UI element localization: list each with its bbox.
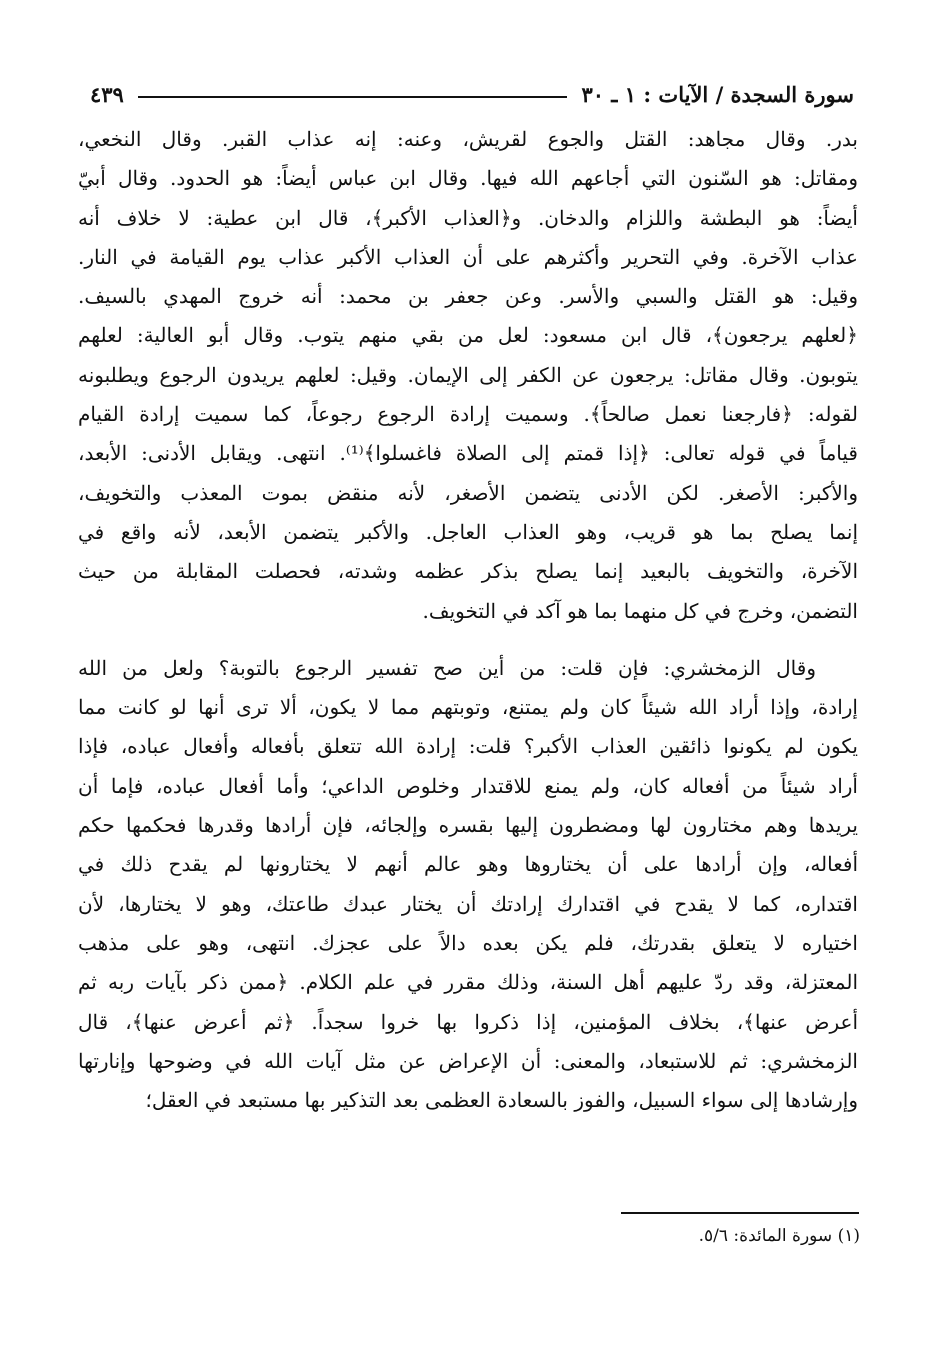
page-number: ٤٣٩	[90, 81, 124, 107]
text-line: المعتزلة، وقد ردّ عليهم أهل السنة، وذلك مقرر في علم الكلام. ﴿ممن ذكر بآيات ربه ثم	[78, 970, 858, 995]
text-line: وقيل: هو القتل والسبي والأسر. وعن جعفر بن محمد: أنه خروج المهدي بالسيف.	[78, 284, 858, 309]
text-line: عذاب الآخرة. وفي التحرير وأكثرهم على أن العذاب الأكبر عذاب يوم القيامة في النار.	[78, 244, 858, 269]
page-header	[90, 74, 854, 114]
text-line: اختياره لا يتعلق بقدرتك، فلم يكن بعده دالاً على عجزك. انتهى، وهو على مذهب	[78, 930, 858, 955]
text-line: إرادة، وإذا أراد الله شيئاً كان ولم يمتنع، وتوبتهم مما لا يكون، ألا ترى أنها لو كانت مما	[78, 695, 858, 720]
header-rule	[138, 96, 568, 98]
text-line: الزمخشري: ثم للاستبعاد، والمعنى: أن الإعراض عن مثل آيات الله في وضوحها وإنارتها	[78, 1048, 858, 1073]
text-line: ﴿لعلهم يرجعون﴾، قال ابن مسعود: لعل من بقي منهم يتوب. وقال أبو العالية: لعلهم	[78, 323, 858, 348]
footnote: (١) سورة المائدة: ٥/٦.	[698, 1226, 860, 1246]
text-line: إنما يصلح بما هو قريب، وهو العذاب العاجل. والأكبر يتضمن الأبعد، لأنه واقع في	[78, 519, 858, 544]
text-line: الآخرة، والتخويف بالبعيد إنما يصلح بذكر عظمه وشدته، فحصلت المقابلة من حيث	[78, 559, 858, 584]
text-line: لقوله: ﴿فارجعنا نعمل صالحاً﴾. وسميت إرادة الرجوع رجوعاً، كما سميت إرادة القيام	[78, 402, 858, 427]
footnote-rule	[621, 1212, 859, 1214]
text-line: أعرض عنها﴾، بخلاف المؤمنين، إذا ذكروا بها خروا سجداً. ﴿ثم أعرض عنها﴾، قال	[78, 1009, 858, 1034]
text-line: يتوبون. وقال مقاتل: يرجعون عن الكفر إلى الإيمان. وقيل: لعلهم يريدون الرجوع ويطلبونه	[78, 362, 858, 387]
text-line: التضمن، وخرج في كل منهما بما هو آكد في التخويف.	[422, 598, 858, 623]
text-line: اقتداره، كما لا يقدح في اقتدارك إرادتك أن يختار عبدك طاعتك، وهو لا يختارها، لأن	[78, 891, 858, 916]
running-title: سورة السجدة / الآيات : ١ ـ ٣٠	[581, 81, 854, 107]
text-line: أراد شيئاً من أفعاله كان، ولم يمنع للاقتدار وخلوص الداعي؛ وأما أفعال عباده، فإما أن	[78, 773, 858, 798]
text-line: قياماً في قوله تعالى: ﴿إذا قمتم إلى الصلاة فاغسلوا﴾⁽¹⁾. انتهى. ويقابل الأدنى: الأبعد،	[78, 441, 858, 466]
text-line: بدر. وقال مجاهد: القتل والجوع لقريش، وعنه: إنه عذاب القبر. وقال النخعي،	[78, 127, 858, 151]
text-line: والأكبر: الأصغر. لكن الأدنى يتضمن الأصغر، لأنه منقض بموت المعذب والتخويف،	[78, 480, 858, 505]
paragraph-2	[78, 649, 858, 1121]
text-line: يريدها وهم مختارون لها ومضطرون إليها بقسره وإلجائه، فإن أرادها وقدرها فحكمها حكم	[78, 813, 858, 838]
text-line: ومقاتل: هو السّنون التي أجاعهم الله فيها. وقال ابن عباس أيضاً: هو الحدود. وقال أبيّ	[78, 166, 858, 191]
main-text	[78, 120, 858, 1120]
text-line: يكون لم يكونوا ذائقين العذاب الأكبر؟ قلت: إرادة الله تتعلق بأفعاله وأفعال عباده، فإذا	[78, 734, 858, 759]
paragraph-1	[78, 120, 858, 631]
text-line: وإرشادها إلى سواء السبيل، والفوز بالسعادة العظمى بعد التذكير بها مستبعد في العقل؛	[145, 1088, 858, 1113]
text-line: أيضاً: هو البطشة واللزام والدخان. و﴿العذاب الأكبر﴾، قال ابن عطية: لا خلاف أنه	[78, 205, 858, 230]
text-line: أفعاله، وإن أرادها على أن يختاروها وهو عالم أنهم لا يختارونها لم يقدح ذلك في	[78, 852, 858, 877]
text-line: وقال الزمخشري: فإن قلت: من أين صح تفسير الرجوع بالتوبة؟ ولعل من الله	[78, 655, 816, 680]
